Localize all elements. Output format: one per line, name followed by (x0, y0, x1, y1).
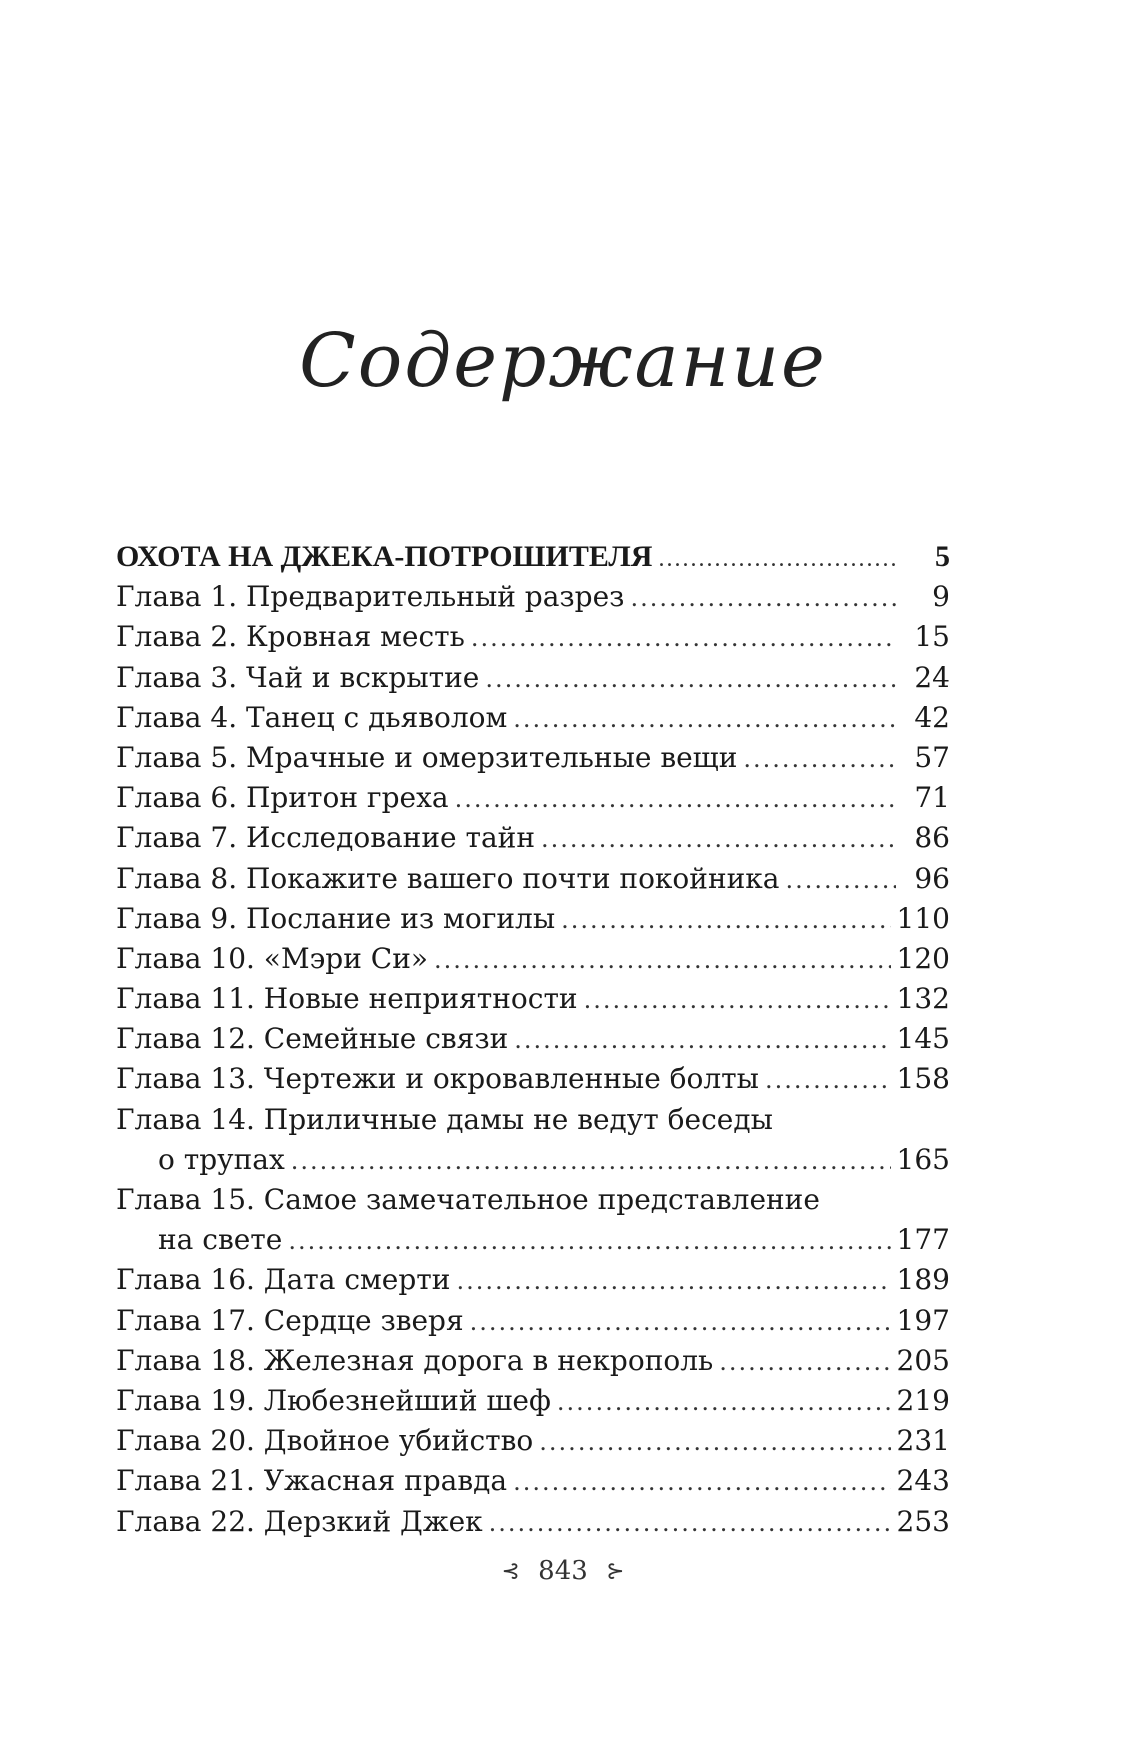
dot-leader (584, 980, 891, 1020)
toc-entry-part (116, 537, 950, 577)
toc-entry-page: 243 (896, 1464, 950, 1498)
toc-entry-page: 24 (914, 660, 950, 694)
toc-entry-label-line1: Глава 15. Самое замечательное представление (116, 1183, 820, 1216)
toc-entry-page: 15 (914, 620, 950, 654)
toc-entry (116, 1381, 950, 1421)
toc-entry (116, 1059, 950, 1099)
toc-entry (116, 617, 950, 657)
toc-entry-page: 86 (914, 821, 950, 855)
dot-leader (561, 900, 890, 940)
toc-entry-page: 5 (935, 540, 950, 573)
toc-entry-page: 42 (914, 700, 950, 734)
toc-entry-label: Глава 21. Ужасная правда (116, 1464, 508, 1498)
toc-entry-label: Глава 2. Кровная месть (116, 620, 465, 654)
toc-entry (116, 1421, 950, 1461)
toc-entry-page: 165 (896, 1142, 950, 1176)
dot-leader (785, 860, 896, 900)
toc-entry-label: ОХОТА НА ДЖЕКА-ПОТРОШИТЕЛЯ (116, 540, 653, 573)
toc-entry-page: 120 (896, 941, 950, 975)
toc-entry (116, 899, 950, 939)
ornament-left-icon: ⊰ (501, 1559, 520, 1584)
dot-leader (489, 1503, 891, 1543)
toc-entry-label: Глава 18. Железная дорога в некрополь (116, 1343, 714, 1377)
toc-entry-label: Глава 5. Мрачные и омерзительные вещи (116, 740, 738, 774)
toc-entry-page: 205 (896, 1343, 950, 1377)
toc-entry-label: Глава 12. Семейные связи (116, 1022, 509, 1056)
toc-entry-label: Глава 8. Покажите вашего почти покойника (116, 861, 780, 895)
toc-entry-label: Глава 9. Послание из могилы (116, 901, 556, 935)
toc-entry (116, 979, 950, 1019)
dot-leader (485, 659, 896, 699)
dot-leader (539, 1422, 890, 1462)
toc-entry (116, 939, 950, 979)
toc-entry-label: Глава 17. Сердце зверя (116, 1303, 464, 1337)
toc-entry (116, 577, 950, 617)
dot-leader (514, 1020, 890, 1060)
toc-entry (116, 1019, 950, 1059)
toc-entry (116, 859, 950, 899)
toc-entry (116, 1140, 950, 1180)
toc-entry-page: 110 (896, 901, 950, 935)
dot-leader (456, 1261, 890, 1301)
dot-leader (513, 699, 896, 739)
toc-entry-label-line2: на свете (158, 1223, 283, 1257)
dot-leader (743, 739, 896, 779)
toc-entry-label: Глава 11. Новые неприятности (116, 982, 578, 1016)
page-title: Содержание (299, 318, 827, 404)
dot-leader (471, 618, 896, 658)
toc-entry-page: 253 (896, 1504, 950, 1538)
toc-entry-label: Глава 7. Исследование тайн (116, 821, 535, 855)
dot-leader (765, 1060, 891, 1100)
dot-leader (658, 539, 896, 579)
toc-entry-page: 132 (896, 982, 950, 1016)
toc-entry-label-line1: Глава 14. Приличные дамы не ведут беседы (116, 1102, 773, 1136)
toc-entry-page: 9 (932, 580, 950, 614)
page-footer (0, 1556, 1126, 1586)
toc-entry-label: Глава 1. Предварительный разрез (116, 580, 625, 614)
toc-entry (116, 698, 950, 738)
toc-entry-label: Глава 16. Дата смерти (116, 1263, 451, 1297)
toc-entry (116, 778, 950, 818)
dot-leader (455, 779, 896, 819)
toc-entry-page: 189 (896, 1263, 950, 1297)
dot-leader (470, 1302, 891, 1342)
dot-leader (434, 940, 891, 980)
toc-entry-label: Глава 19. Любезнейший шеф (116, 1383, 551, 1417)
dot-leader (291, 1141, 891, 1181)
dot-leader (513, 1462, 890, 1502)
toc-entry-label: Глава 3. Чай и вскрытие (116, 660, 480, 694)
toc-entry-page: 177 (896, 1223, 950, 1257)
toc-entry-label: Глава 4. Танец с дьяволом (116, 700, 508, 734)
toc-entry-page: 197 (896, 1303, 950, 1337)
toc-entry (116, 738, 950, 778)
dot-leader (630, 578, 896, 618)
toc-entry-label: Глава 13. Чертежи и окровавленные болты (116, 1062, 759, 1096)
toc-entry-page: 158 (896, 1062, 950, 1096)
dot-leader (719, 1342, 890, 1382)
toc-entry-page: 57 (914, 740, 950, 774)
toc-entry-label: Глава 22. Дерзкий Джек (116, 1504, 483, 1538)
toc-entry-label-line2: о трупах (158, 1142, 285, 1176)
toc-entry (116, 1502, 950, 1542)
toc-entry-page: 96 (914, 861, 950, 895)
toc-entry-page: 219 (896, 1383, 950, 1417)
ornament-right-icon: ⊱ (606, 1559, 625, 1584)
toc-entry-page: 145 (896, 1022, 950, 1056)
page-number: 843 (538, 1556, 588, 1586)
toc-entry (116, 1220, 950, 1260)
table-of-contents (116, 537, 950, 1542)
toc-entry-page: 231 (896, 1424, 950, 1458)
toc-entry (116, 818, 950, 858)
toc-entry (116, 1260, 950, 1300)
dot-leader (557, 1382, 891, 1422)
dot-leader (288, 1221, 890, 1261)
toc-entry-page: 71 (914, 781, 950, 815)
toc-entry-label: Глава 6. Притон греха (116, 781, 449, 815)
toc-entry (116, 1341, 950, 1381)
toc-entry (116, 1301, 950, 1341)
dot-leader (541, 819, 896, 859)
toc-entry (116, 658, 950, 698)
toc-entry-label: Глава 10. «Мэри Си» (116, 941, 428, 975)
toc-entry (116, 1461, 950, 1501)
toc-entry-label: Глава 20. Двойное убийство (116, 1424, 534, 1458)
